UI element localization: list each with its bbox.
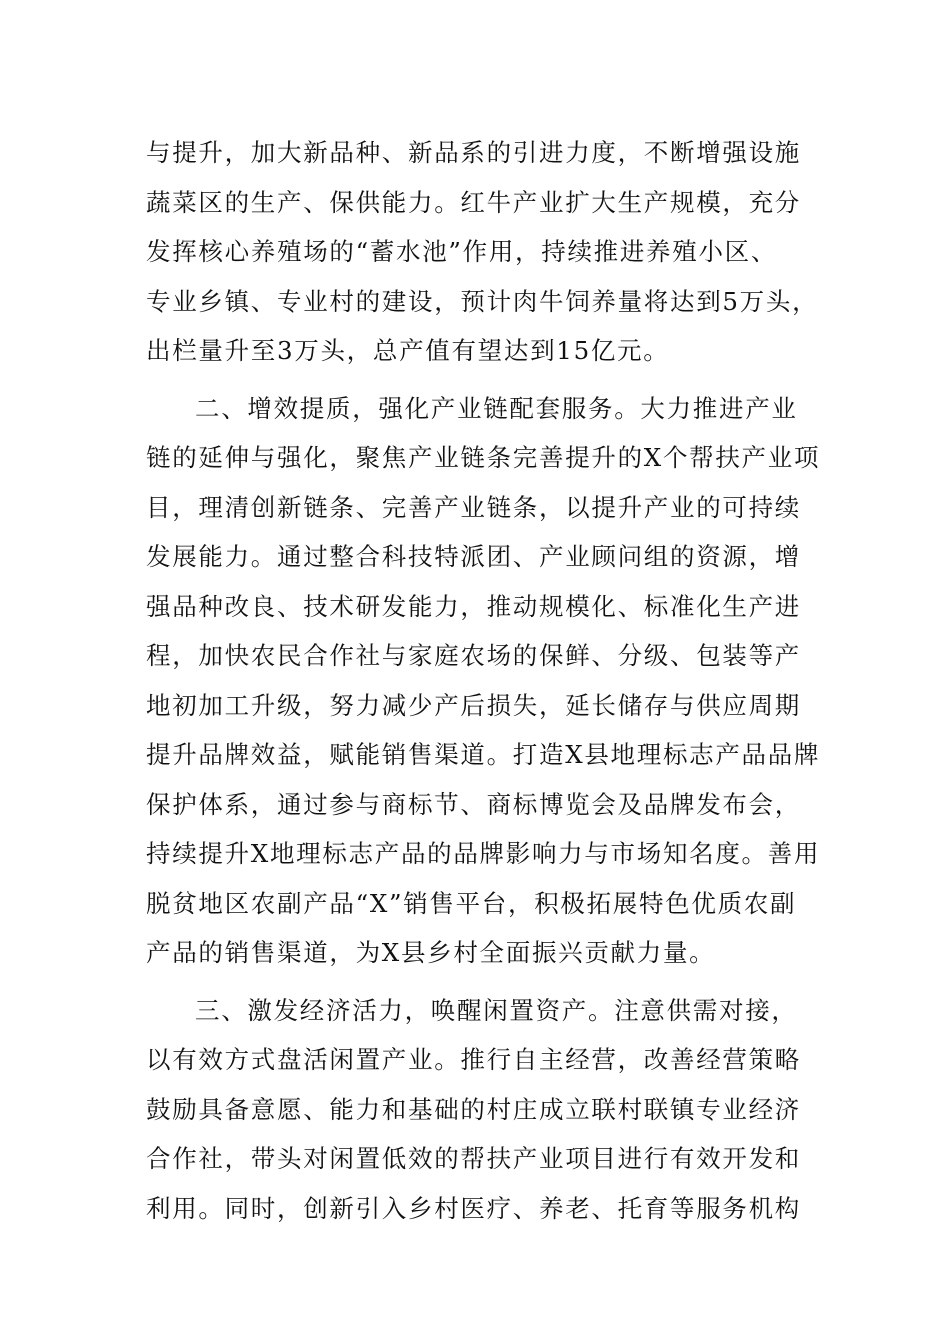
text-line: 脱贫地区农副产品“X”销售平台，积极拓展特色优质农副 bbox=[146, 888, 797, 918]
text-line: 程，加快农民合作社与家庭农场的保鲜、分级、包装等产 bbox=[146, 641, 801, 670]
text-line: 发挥核心养殖场的“蓄水池”作用，持续推进养殖小区、 bbox=[146, 237, 778, 266]
text-line: 出栏量升至3万头，总产值有望达到15亿元。 bbox=[146, 336, 670, 365]
text-line: 专业乡镇、专业村的建设，预计肉牛饲养量将达到5万头， bbox=[146, 286, 819, 316]
paragraph-spacer bbox=[146, 978, 826, 986]
text-line-indented: 三、激发经济活力，唤醒闲置资产。注意供需对接， bbox=[195, 995, 798, 1025]
text-line: 保护体系，通过参与商标节、商标博览会及品牌发布会， bbox=[146, 789, 801, 819]
text-line: 鼓励具备意愿、能力和基础的村庄成立联村联镇专业经济 bbox=[146, 1094, 801, 1124]
text-line: 强品种改良、技术研发能力，推动规模化、标准化生产进 bbox=[146, 591, 801, 621]
text-line: 与提升，加大新品种、新品系的引进力度，不断增强设施 bbox=[146, 138, 801, 167]
text-line: 提升品牌效益，赋能销售渠道。打造X县地理标志产品品牌 bbox=[146, 740, 821, 769]
text-line: 地初加工升级，努力减少产后损失，延长储存与供应周期 bbox=[146, 690, 801, 720]
text-line: 链的延伸与强化，聚焦产业链条完善提升的X个帮扶产业项 bbox=[146, 443, 821, 472]
text-line: 利用。同时，创新引入乡村医疗、养老、托育等服务机构 bbox=[146, 1193, 801, 1223]
text-line: 合作社，带头对闲置低效的帮扶产业项目进行有效开发和 bbox=[146, 1144, 801, 1173]
paragraph-spacer bbox=[146, 376, 826, 384]
text-line: 目，理清创新链条、完善产业链条，以提升产业的可持续 bbox=[146, 492, 801, 522]
text-line: 持续提升X地理标志产品的品牌影响力与市场知名度。善用 bbox=[146, 839, 821, 868]
text-line-indented: 二、增效提质，强化产业链配套服务。大力推进产业 bbox=[195, 393, 798, 423]
paragraph-2 bbox=[146, 384, 826, 978]
text-line: 产品的销售渠道，为X县乡村全面振兴贡献力量。 bbox=[146, 938, 716, 967]
text-line: 发展能力。通过整合科技特派团、产业顾问组的资源，增 bbox=[146, 542, 801, 571]
document-body bbox=[146, 128, 826, 1233]
text-line: 以有效方式盘活闲置产业。推行自主经营，改善经营策略 bbox=[146, 1045, 801, 1074]
paragraph-1 bbox=[146, 128, 826, 376]
paragraph-3 bbox=[146, 986, 826, 1234]
text-line: 蔬菜区的生产、保供能力。红牛产业扩大生产规模，充分 bbox=[146, 187, 801, 217]
